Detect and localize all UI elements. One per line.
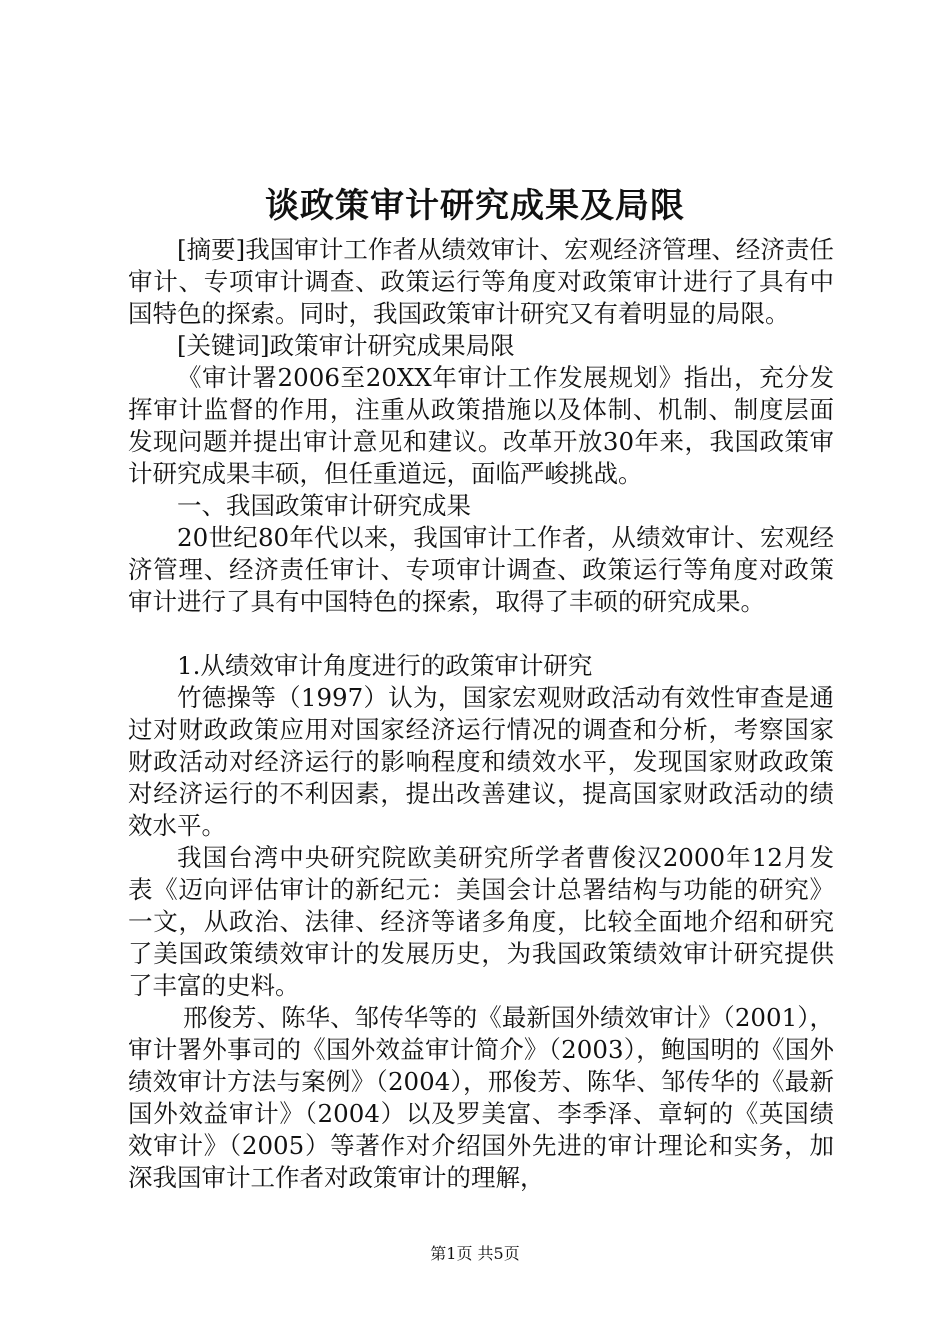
keywords-paragraph: [关键词]政策审计研究成果局限 xyxy=(177,331,515,360)
body-paragraph: 竹德操等（1997）认为，国家宏观财政活动有效性审查是通过对财政政策应用对国家经济运行情况的调查和分析，考察国家财政活动对经济运行的影响程度和绩效水平，发现国家财政政策对经济运行的不利因素，提出改善建议，提高国家财政活动的绩效水平。 xyxy=(128,683,834,840)
body-paragraph: 邢俊芳、陈华、邹传华等的《最新国外绩效审计》（2001），审计署外事司的《国外效益审计简介》（2003），鲍国明的《国外绩效审计方法与案例》（2004），邢俊芳、陈华、邹传华的《最新国外效益审计》（2004）以及罗美富、李季泽、章轲的《英国绩效审计》（2005）等著作对介绍国外先进的审计理论和实务，加深我国审计工作者对政策审计的理解， xyxy=(128,1003,834,1192)
section-intro-paragraph: 20世纪80年代以来，我国审计工作者，从绩效审计、宏观经济管理、经济责任审计、专项审计调查、政策运行等角度对政策审计进行了具有中国特色的探索，取得了丰硕的研究成果。 xyxy=(128,523,834,616)
section-heading: 一、我国政策审计研究成果 xyxy=(177,491,471,520)
abstract-paragraph: [摘要]我国审计工作者从绩效审计、宏观经济管理、经济责任审计、专项审计调查、政策运行等角度对政策审计进行了具有中国特色的探索。同时，我国政策审计研究又有着明显的局限。 xyxy=(128,235,834,328)
page-footer: 第1页 共5页 xyxy=(430,1244,520,1263)
intro-paragraph: 《审计署2006至20XX年审计工作发展规划》指出，充分发挥审计监督的作用，注重从政策措施以及体制、机制、制度层面发现问题并提出审计意见和建议。改革开放30年来，我国政策审计研究成果丰硕，但任重道远，面临严峻挑战。 xyxy=(128,363,834,488)
document-body xyxy=(128,234,834,1194)
document-title: 谈政策审计研究成果及局限 xyxy=(265,186,685,226)
body-paragraph: 我国台湾中央研究院欧美研究所学者曹俊汉2000年12月发表《迈向评估审计的新纪元：美国会计总署结构与功能的研究》一文，从政治、法律、经济等诸多角度，比较全面地介绍和研究了美国政策绩效审计的发展历史，为我国政策绩效审计研究提供了丰富的史料。 xyxy=(128,843,834,1000)
subsection-heading: 1.从绩效审计角度进行的政策审计研究 xyxy=(177,651,593,680)
paragraph-gap xyxy=(128,618,834,650)
